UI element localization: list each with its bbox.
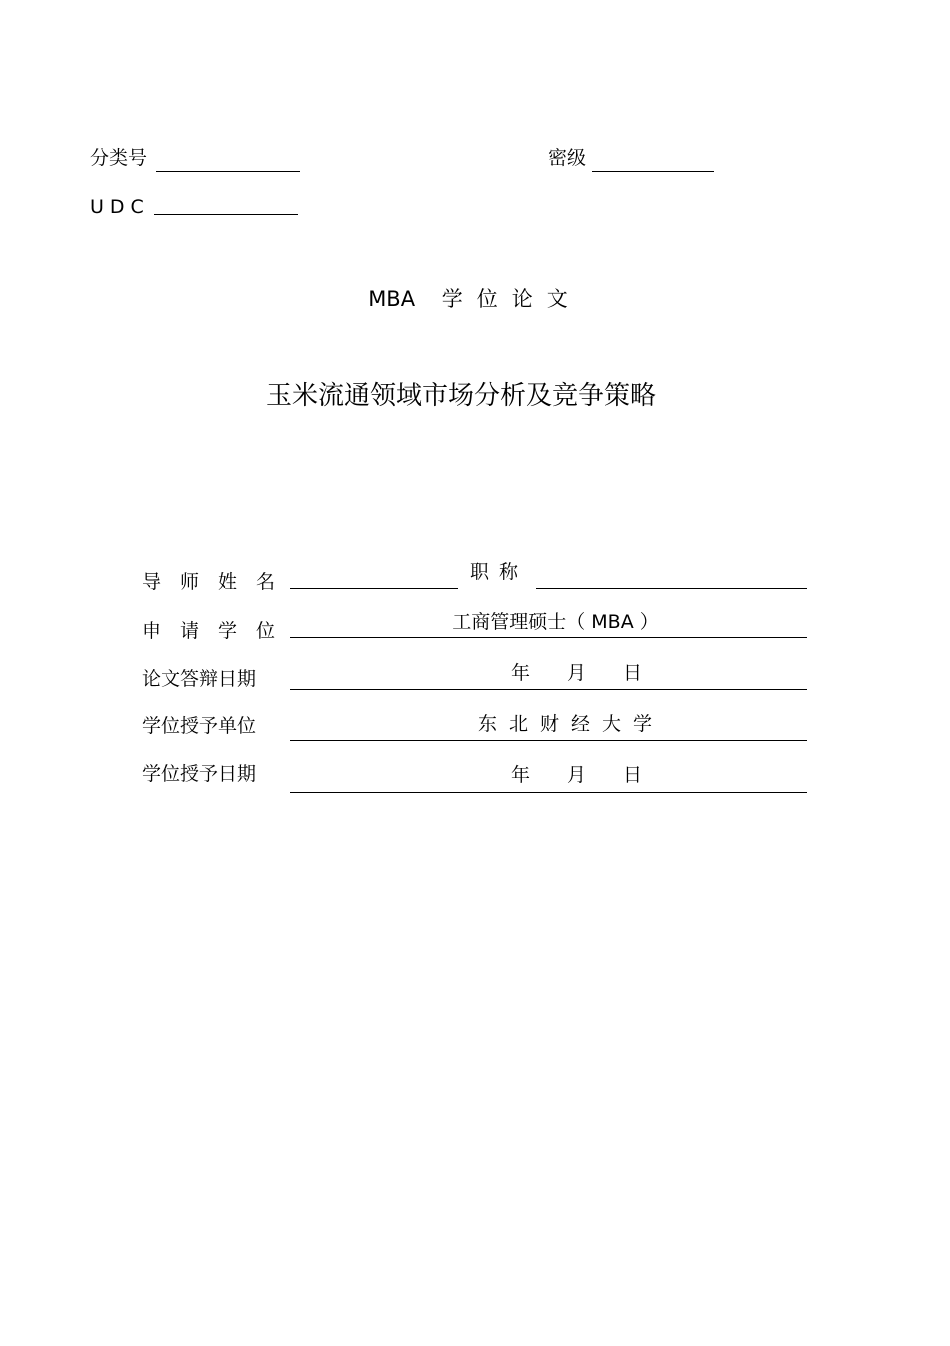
- degree-type-heading: [0, 286, 950, 312]
- secrecy-underline: [592, 171, 714, 172]
- classification-label: 分类号: [90, 147, 148, 169]
- grant-date-day: 日: [623, 764, 643, 786]
- udc-label: UDC: [90, 196, 150, 218]
- advisor-underline: [290, 588, 458, 589]
- granting-unit-underline: [290, 740, 807, 741]
- secrecy-label: 密级: [548, 147, 587, 169]
- grant-date-year: 年: [511, 764, 531, 786]
- defense-date-label: 论文答辩日期: [142, 668, 257, 690]
- grant-date-label: 学位授予日期: [142, 763, 257, 785]
- degree-applied-value: 工商管理硕士（ MBA ）: [452, 611, 659, 633]
- defense-date-day: 日: [623, 662, 643, 684]
- degree-type-prefix: MBA: [368, 287, 416, 311]
- degree-applied-label: 申请学位: [142, 620, 295, 642]
- defense-date-value[interactable]: [511, 661, 642, 685]
- grant-date-month: 月: [567, 764, 587, 786]
- defense-date-underline: [290, 689, 807, 690]
- advisor-label: 导师姓名: [142, 571, 295, 593]
- thesis-title: 玉米流通领域市场分析及竞争策略: [265, 381, 656, 411]
- professional-title-underline: [536, 588, 807, 589]
- udc-underline: [154, 214, 298, 215]
- granting-unit-value: 东北财经大学: [478, 713, 665, 735]
- defense-date-year: 年: [511, 662, 531, 684]
- professional-title-label: 职称: [470, 561, 529, 583]
- defense-date-month: 月: [567, 662, 587, 684]
- grant-date-underline: [290, 792, 807, 793]
- degree-applied-underline: [290, 637, 807, 638]
- grant-date-value[interactable]: [511, 763, 642, 787]
- classification-underline: [156, 171, 300, 172]
- granting-unit-label: 学位授予单位: [142, 715, 257, 737]
- degree-type-suffix: 学位论文: [441, 287, 582, 311]
